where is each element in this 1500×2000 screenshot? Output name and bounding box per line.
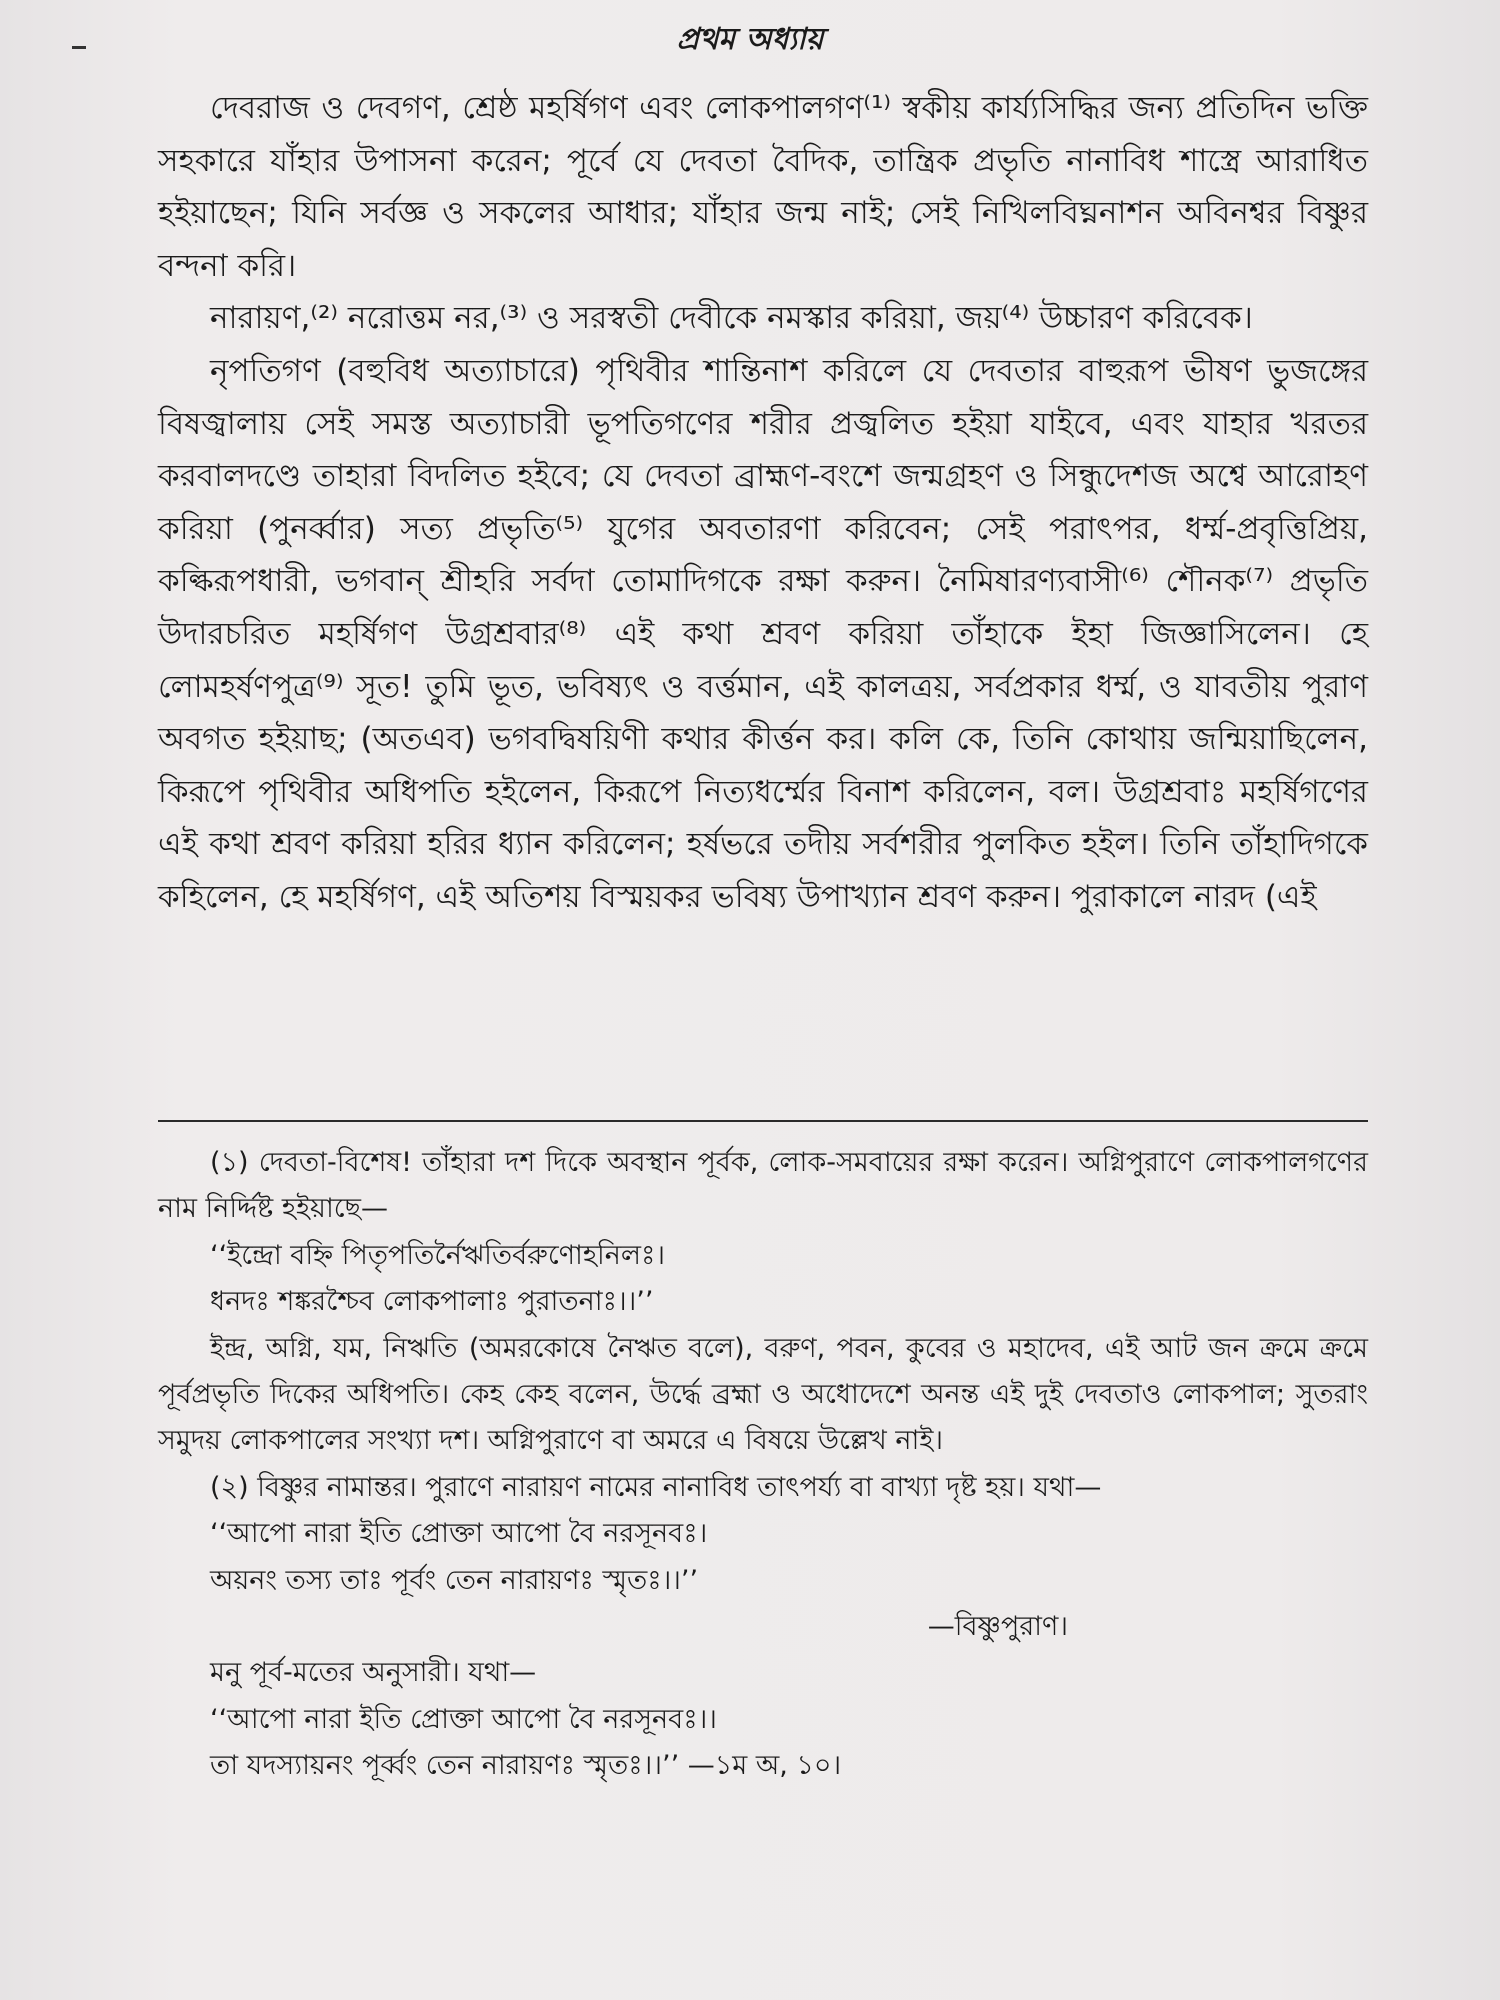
footnote-2-verse-2: অয়নং তস্য তাঃ পূর্বং তেন নারায়ণঃ স্মৃতঃ।।’’	[210, 1564, 699, 1596]
footnote-2-verse-4: তা যদস্যায়নং পূর্ব্বং তেন নারায়ণঃ স্মৃতঃ।।’’ —১ম অ, ১০।	[210, 1750, 842, 1782]
chapter-heading: প্রথম অধ্যায়	[676, 22, 824, 57]
paragraph-invocation: দেবরাজ ও দেবগণ, শ্রেষ্ঠ মহর্ষিগণ এবং লোকপালগণ⁽¹⁾ স্বকীয় কার্য্যসিদ্ধির জন্য প্রতিদিন ভক্তি সহকারে যাঁহার উপাসনা করেন; পূর্বে যে দেবতা বৈদিক, তান্ত্রিক প্রভৃতি নানাবিধ শাস্ত্রে আরাধিত হইয়াছেন; যিনি সর্বজ্ঞ ও সকলের আধার; যাঁহার জন্ম নাই; সেই নিখিলবিঘ্ননাশন অবিনশ্বর বিষ্ণুর বন্দনা করি।	[158, 90, 1368, 284]
footnote-2-source: —বিষ্ণুপুরাণ।	[927, 1611, 1068, 1643]
footnote-2-text: (২) বিষ্ণুর নামান্তর। পুরাণে নারায়ণ নামের নানাবিধ তাৎপর্য্য বা বাখ্যা দৃষ্ট হয়। যথা—	[210, 1471, 1102, 1503]
footnote-2-verse-3: ‘‘আপো নারা ইতি প্রোক্তা আপো বৈ নরসূনবঃ।।	[210, 1703, 717, 1735]
paragraph-salutation: নারায়ণ,⁽²⁾ নরোত্তম নর,⁽³⁾ ও সরস্বতী দেবীকে নমস্কার করিয়া, জয়⁽⁴⁾ উচ্চারণ করিবেক।	[210, 300, 1253, 337]
footnote-1-explanation: ইন্দ্র, অগ্নি, যম, নিঋতি (অমরকোষে নৈঋত বলে), বরুণ, পবন, কুবের ও মহাদেব, এই আট জন ক্রমে ক্রমে পূর্বপ্রভৃতি দিকের অধিপতি। কেহ কেহ বলেন, উর্দ্ধে ব্রহ্মা ও অধোদেশে অনন্ত এই দুই দেবতাও লোকপাল; সুতরাং সমুদয় লোকপালের সংখ্যা দশ। অগ্নিপুরাণে বা অমরে এ বিষয়ে উল্লেখ নাই।	[158, 1332, 1368, 1457]
footnote-2-manu: মনু পূর্ব-মতের অনুসারী। যথা—	[210, 1657, 537, 1689]
footnote-2-verse-1: ‘‘আপো নারা ইতি প্রোক্তা আপো বৈ নরসূনবঃ।	[210, 1518, 708, 1550]
footnote-1-text: (১) দেবতা-বিশেষ! তাঁহারা দশ দিকে অবস্থান পূর্বক, লোক-সমবায়ের রক্ষা করেন। অগ্নিপুরাণে লোকপালগণের নাম নির্দ্দিষ্ট হইয়াছে—	[158, 1147, 1368, 1225]
footnote-divider	[158, 1120, 1368, 1122]
paragraph-narrative: নৃপতিগণ (বহুবিধ অত্যাচারে) পৃথিবীর শান্তিনাশ করিলে যে দেবতার বাহুরূপ ভীষণ ভুজঙ্গের বিষজ্বালায় সেই সমস্ত অত্যাচারী ভূপতিগণের শরীর প্রজ্বলিত হইয়া যাইবে, এবং যাহার খরতর করবালদণ্ডে তাহারা বিদলিত হইবে; যে দেবতা ব্রাহ্মণ-বংশে জন্মগ্রহণ ও সিন্ধুদেশজ অশ্বে আরোহণ করিয়া (পুনর্ব্বার) সত্য প্রভৃতি⁽⁵⁾ যুগের অবতারণা করিবেন; সেই পরাৎপর, ধর্ম্ম-প্রবৃত্তিপ্রিয়, কল্কিরূপধারী, ভগবান্ শ্রীহরি সর্বদা তোমাদিগকে রক্ষা করুন। নৈমিষারণ্যবাসী⁽⁶⁾ শৌনক⁽⁷⁾ প্রভৃতি উদারচরিত মহর্ষিগণ উগ্রশ্রবার⁽⁸⁾ এই কথা শ্রবণ করিয়া তাঁহাকে ইহা জিজ্ঞাসিলেন। হে লোমহর্ষণপুত্র⁽⁹⁾ সূত! তুমি ভূত, ভবিষ্যৎ ও বর্ত্তমান, এই কালত্রয়, সর্বপ্রকার ধর্ম্ম, ও যাবতীয় পুরাণ অবগত হইয়াছ; (অতএব) ভগবদ্বিষয়িণী কথার কীর্ত্তন কর। কলি কে, তিনি কোথায় জন্মিয়াছিলেন, কিরূপে পৃথিবীর অধিপতি হইলেন, কিরূপে নিত্যধর্ম্মের বিনাশ করিলেন, বল। উগ্রশ্রবাঃ মহর্ষিগণের এই কথা শ্রবণ করিয়া হরির ধ্যান করিলেন; হর্ষভরে তদীয় সর্বশরীর পুলকিত হইল। তিনি তাঁহাদিগকে কহিলেন, হে মহর্ষিগণ, এই অতিশয় বিস্ময়কর ভবিষ্য উপাখ্যান শ্রবণ করুন। পুরাকালে নারদ (এই	[158, 352, 1368, 915]
footnote-1-verse-1: ‘‘ইন্দ্রো বহ্নি পিতৃপতির্নৈঋতির্বরুণোহনিলঃ।	[210, 1239, 666, 1271]
footnote-1-verse-2: ধনদঃ শঙ্করশ্চৈব লোকপালাঃ পুরাতনাঃ।।’’	[210, 1286, 654, 1318]
main-text	[158, 82, 1368, 924]
footnotes	[158, 1140, 1368, 1790]
